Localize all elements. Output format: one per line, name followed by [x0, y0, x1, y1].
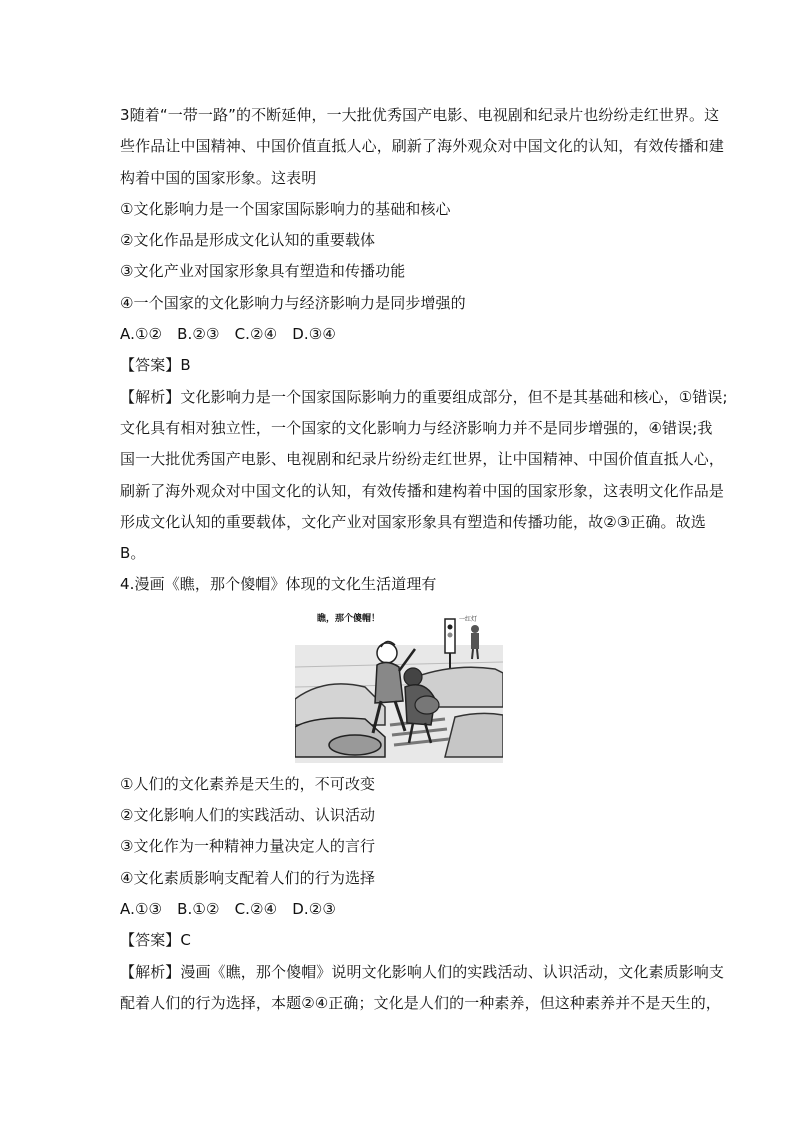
- question-3-analysis-line-3: 国一大批优秀国产电影、电视剧和纪录片纷纷走红世界，让中国精神、中国价值直抵人心，: [120, 450, 725, 469]
- question-4-option-2: ②文化影响人们的实践活动、认识活动: [120, 806, 376, 825]
- question-4-answer: 【答案】C: [120, 931, 191, 950]
- traffic-light-sign: 一红灯: [459, 615, 478, 623]
- question-4: [120, 569, 725, 1019]
- question-4-option-4: ④文化素质影响支配着人们的行为选择: [120, 868, 376, 887]
- question-3-stem-line-1: 3随着“一带一路”的不断延伸，一大批优秀国产电影、电视剧和纪录片也纷纷走红世界。这: [120, 106, 720, 124]
- question-3-analysis-line-6: B。: [120, 544, 146, 563]
- question-3-option-2: ②文化作品是形成文化认知的重要载体: [120, 231, 376, 250]
- question-3-analysis-line-2: 文化具有相对独立性，一个国家的文化影响力与经济影响力并不是同步增强的，④错误;我: [120, 418, 713, 437]
- question-3-stem-line-2: 些作品让中国精神、中国价值直抵人心，刷新了海外观众对中国文化的认知，有效传播和建: [120, 137, 725, 156]
- question-3-analysis-line-5: 形成文化认知的重要载体，文化产业对国家形象具有塑造和传播功能，故②③正确。故选: [120, 512, 706, 531]
- question-3-analysis-line-4: 刷新了海外观众对中国文化的认知，有效传播和建构着中国的国家形象，这表明文化作品是: [120, 481, 725, 500]
- question-4-option-1: ①人们的文化素养是天生的，不可改变: [120, 774, 376, 793]
- question-4-stem: 4.漫画《瞧，那个傻帽》体现的文化生活道理有: [120, 575, 437, 594]
- cartoon-container: [120, 607, 680, 763]
- question-3-analysis-line-1: 【解析】文化影响力是一个国家国际影响力的重要组成部分，但不是其基础和核心，①错误;: [120, 387, 728, 406]
- question-3-choices: A.①② B.②③ C.②④ D.③④: [120, 325, 336, 344]
- cartoon-image: [295, 607, 503, 763]
- question-3-option-3: ③文化产业对国家形象具有塑造和传播功能: [120, 262, 406, 281]
- cartoon-caption: 瞧，那个傻帽！: [317, 613, 381, 624]
- question-3-answer: 【答案】B: [120, 356, 191, 375]
- question-3-option-4: ④一个国家的文化影响力与经济影响力是同步增强的: [120, 293, 466, 312]
- question-4-option-3: ③文化作为一种精神力量决定人的言行: [120, 837, 376, 856]
- question-3-option-1: ①文化影响力是一个国家国际影响力的基础和核心: [120, 199, 451, 218]
- document-page: [120, 100, 728, 1019]
- question-4-analysis-line-1: 【解析】漫画《瞧，那个傻帽》说明文化影响人们的实践活动、认识活动，文化素质影响支: [120, 962, 725, 981]
- question-4-analysis-line-2: 配着人们的行为选择，本题②④正确；文化是人们的一种素养，但这种素养并不是天生的，: [120, 993, 721, 1012]
- question-3: [120, 100, 728, 569]
- question-3-stem-line-3: 构着中国的国家形象。这表明: [120, 168, 317, 187]
- question-4-choices: A.①③ B.①② C.②④ D.②③: [120, 899, 336, 918]
